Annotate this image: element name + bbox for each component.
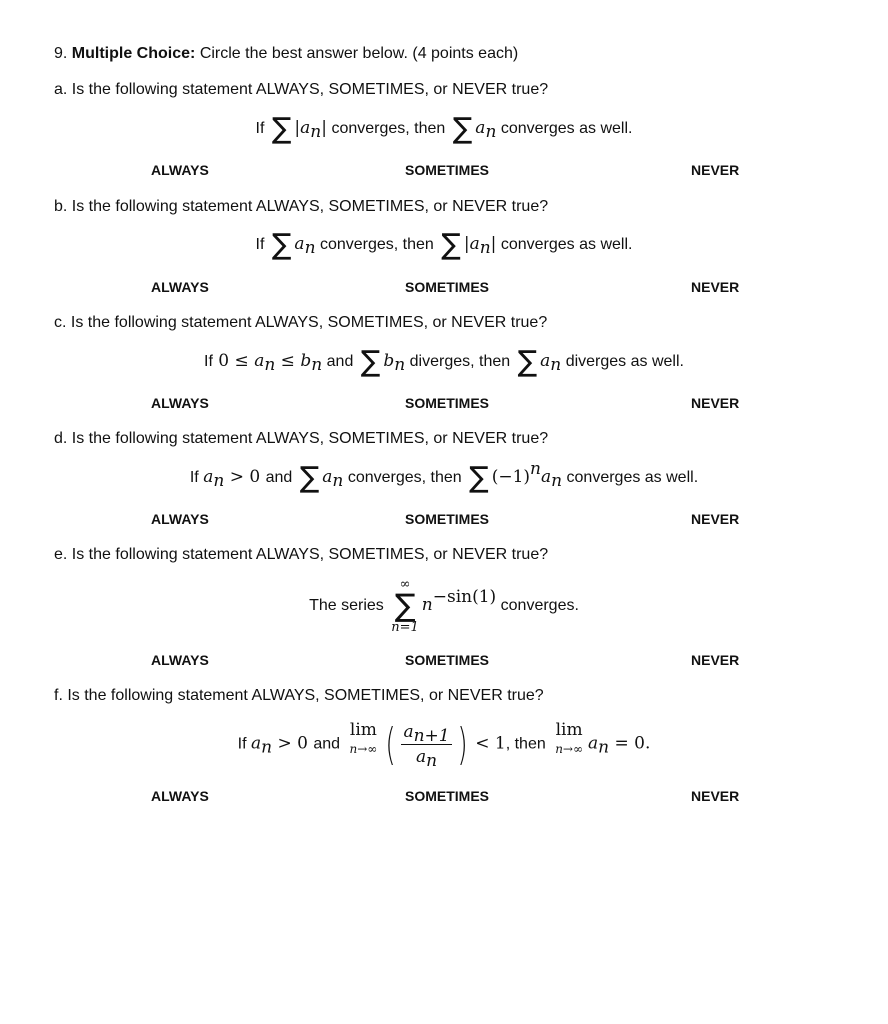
part-b-statement: If ∑ $a_n$ converges, then ∑ $|a_n|$ converges as well.	[255, 227, 633, 261]
part-a-prompt: a. Is the following statement ALWAYS, SOMETIMES, or NEVER true?	[54, 81, 549, 98]
part-a-never-option[interactable]: NEVER	[691, 162, 740, 178]
part-f-sometimes-option[interactable]: SOMETIMES	[405, 788, 490, 804]
question-number: 9.	[54, 45, 68, 62]
instructions: Circle the best answer below. (4 points each)	[199, 45, 519, 62]
part-f-always-option[interactable]: ALWAYS	[151, 788, 209, 804]
part-a-statement: If ∑ $|a_n|$ converges, then ∑ $a_n$ converges as well.	[255, 111, 633, 145]
part-b-prompt: b. Is the following statement ALWAYS, SOMETIMES, or NEVER true?	[54, 198, 549, 215]
part-c-statement: If $0 \le a_n \le b_n$ and ∑ $b_n$ diverges, then ∑ $a_n$ diverges as well.	[204, 344, 684, 378]
summation-symbol: ∞ ∑ n=1	[391, 577, 419, 635]
part-c-prompt: c. Is the following statement ALWAYS, SOMETIMES, or NEVER true?	[54, 314, 548, 331]
limit-operator: lim n→∞	[555, 720, 583, 756]
part-b-never-option[interactable]: NEVER	[691, 279, 740, 295]
part-d-statement: If $a_n > 0$ and ∑ $a_n$ converges, then ∑ $(-1)^na_n$ converges as well.	[189, 459, 699, 494]
part-c-always-option[interactable]: ALWAYS	[151, 395, 209, 411]
part-d-sometimes-option[interactable]: SOMETIMES	[405, 511, 490, 527]
part-a-sometimes-option[interactable]: SOMETIMES	[405, 162, 490, 178]
part-c-never-option[interactable]: NEVER	[691, 395, 740, 411]
part-c-sometimes-option[interactable]: SOMETIMES	[405, 395, 490, 411]
part-d-never-option[interactable]: NEVER	[691, 511, 740, 527]
part-e-prompt: e. Is the following statement ALWAYS, SOMETIMES, or NEVER true?	[54, 546, 549, 563]
part-d-prompt: d. Is the following statement ALWAYS, SOMETIMES, or NEVER true?	[54, 430, 549, 447]
limit-operator: lim n→∞	[349, 720, 378, 756]
part-e-statement: The series ∞ ∑ n=1 $n^{-sin(1)}$ converges.	[309, 577, 579, 635]
part-b-always-option[interactable]: ALWAYS	[151, 279, 209, 295]
part-a-always-option[interactable]: ALWAYS	[151, 162, 209, 178]
part-f-never-option[interactable]: NEVER	[691, 788, 740, 804]
part-b-sometimes-option[interactable]: SOMETIMES	[405, 279, 490, 295]
ratio-fraction: $\frac{a_{n+1}}{a_n}$	[403, 722, 450, 771]
part-f-statement: If $a_n > 0$ and lim n→∞ ( $\frac{a_{n+1}}{a_n}$ ) < 1, then lim n→∞ $a_n = 0$.	[237, 718, 651, 771]
part-f-prompt: f. Is the following statement ALWAYS, SOMETIMES, or NEVER true?	[54, 687, 544, 704]
question-type-label: Multiple Choice:	[71, 45, 196, 62]
question-header	[54, 45, 518, 63]
part-e-never-option[interactable]: NEVER	[691, 652, 740, 668]
part-e-always-option[interactable]: ALWAYS	[151, 652, 209, 668]
part-d-always-option[interactable]: ALWAYS	[151, 511, 209, 527]
part-e-sometimes-option[interactable]: SOMETIMES	[405, 652, 490, 668]
